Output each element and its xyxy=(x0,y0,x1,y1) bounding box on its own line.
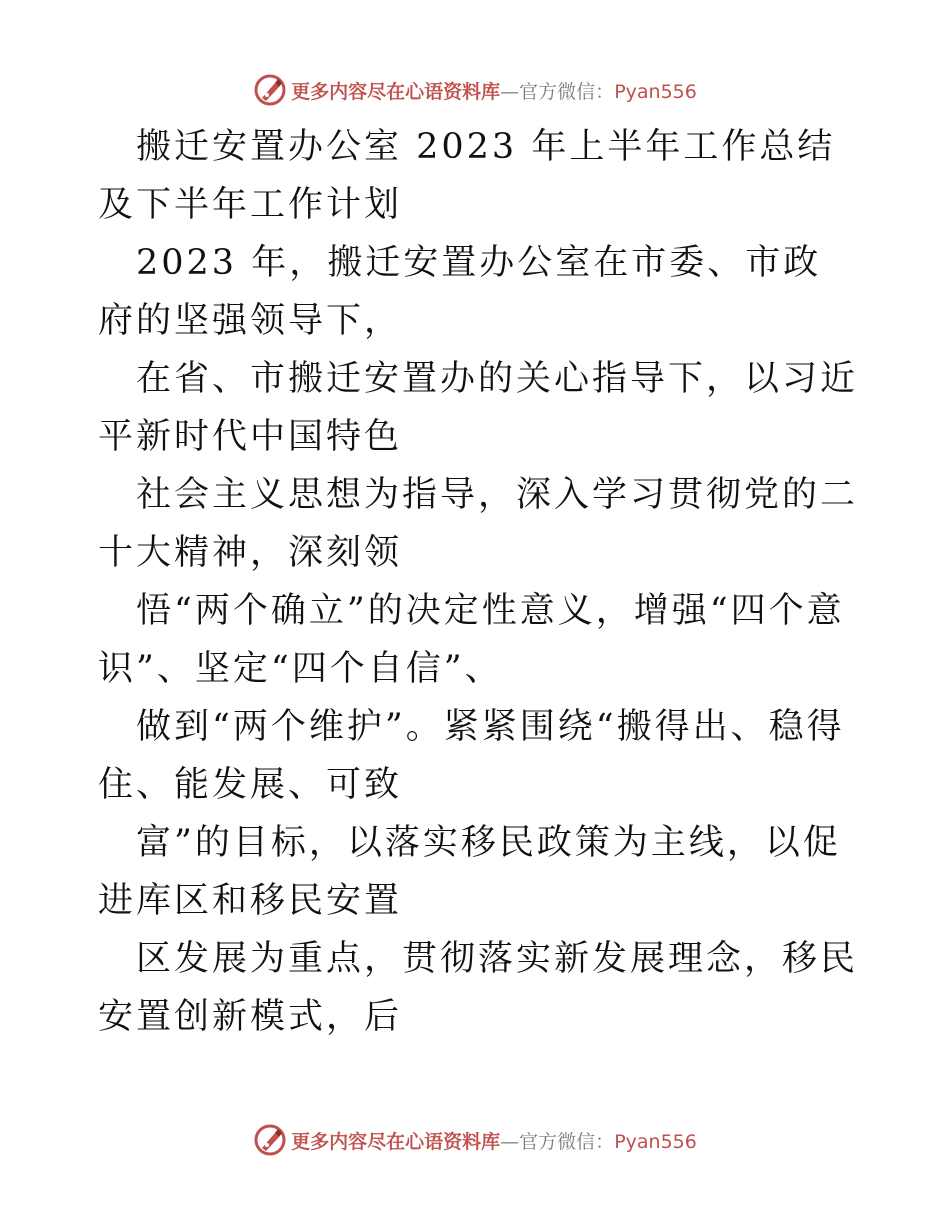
banner-separator: — xyxy=(500,80,520,103)
paragraph: 富”的目标，以落实移民政策为主线，以促进库区和移民安置 xyxy=(98,823,841,921)
paragraph: 做到“两个维护”。紧紧围绕“搬得出、稳得住、能发展、可致 xyxy=(98,707,845,805)
paragraph: 在省、市搬迁安置办的关心指导下，以习近平新时代中国特色 xyxy=(98,359,859,457)
header-banner xyxy=(0,70,950,110)
banner-official-label: 官方微信： xyxy=(519,1130,615,1153)
footer-banner xyxy=(0,1120,950,1160)
banner-official-label: 官方微信： xyxy=(519,80,615,103)
document-title: 搬迁安置办公室 2023 年上半年工作总结及下半年工作计划 xyxy=(98,127,836,225)
banner-text xyxy=(291,77,697,104)
banner-account: Pyan556 xyxy=(614,80,697,103)
paragraph: 区发展为重点，贯彻落实新发展理念，移民安置创新模式，后 xyxy=(98,939,859,1037)
banner-site-name: 更多内容尽在心语资料库 xyxy=(291,1130,501,1153)
pen-nib-logo-icon xyxy=(253,73,287,107)
banner-account: Pyan556 xyxy=(614,1130,697,1153)
paragraph: 社会主义思想为指导，深入学习贯彻党的二十大精神，深刻领 xyxy=(98,475,859,573)
banner-site-name: 更多内容尽在心语资料库 xyxy=(291,80,501,103)
document-body xyxy=(98,118,858,1046)
banner-separator: — xyxy=(500,1130,520,1153)
paragraph: 2023 年，搬迁安置办公室在市委、市政府的坚强领导下， xyxy=(98,243,822,341)
banner-text xyxy=(291,1127,697,1154)
paragraph: 悟“两个确立”的决定性意义，增强“四个意识”、坚定“四个自信”、 xyxy=(98,591,845,689)
pen-nib-logo-icon xyxy=(253,1123,287,1157)
